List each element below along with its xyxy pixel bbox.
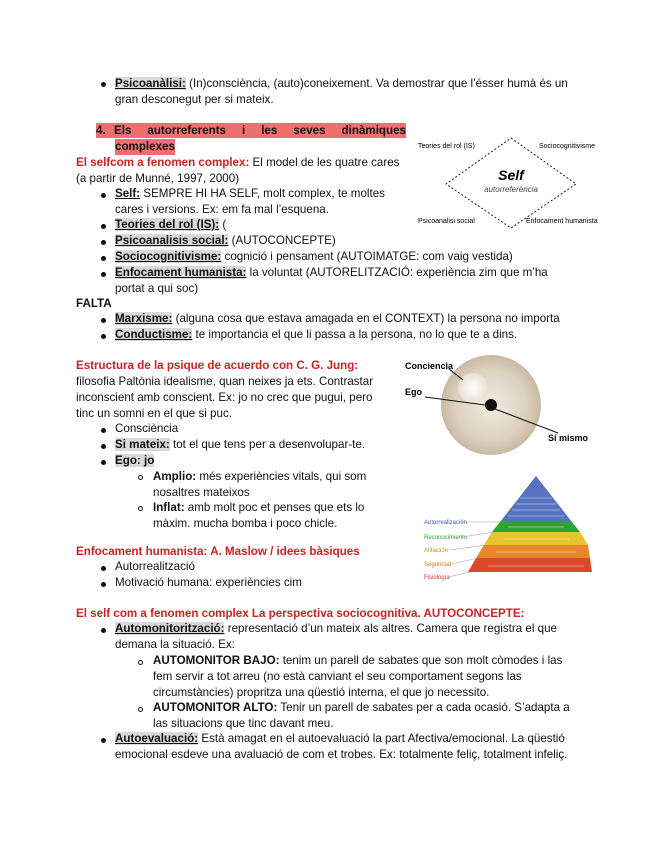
- list-item: Consciència: [115, 422, 179, 435]
- sub-list-item-continued: fem servir a tot arreu (no està canviant el seu comportament segons las: [153, 670, 522, 683]
- pyramid-level-1: [500, 476, 572, 522]
- list-item: Enfocament humanista: la voluntat (AUTORELITZACIÓ: experiència zim que m’ha: [115, 266, 548, 279]
- sub-bullet: [138, 660, 143, 665]
- maslow-pyramid: [424, 470, 592, 584]
- label-si-mismo: Sí mismo: [548, 433, 589, 443]
- list-item: Automonitorització: representació d’un mateix als altres. Camera que registra el que: [115, 622, 558, 635]
- list-item-continued: emocional esdeve una avaluació de com et trobes. Ex: totalmente feliç, totalment infeliç.: [115, 748, 568, 761]
- sub-list-item: Amplio: més experiències vitals, qui som: [153, 470, 367, 483]
- pyramid-label-2: Reconocimiento: [424, 535, 468, 541]
- sub-list-item-continued: nosaltres mateixos: [153, 486, 250, 499]
- list-item: Autoevaluació: Està amagat en el autoevaluació la part Afectiva/emocional. La qüestió: [115, 732, 565, 745]
- paragraph-line: filosofia Paltònia idealisme, quan neixes ja ets. Contrastar: [76, 375, 374, 388]
- sub-bullet: [138, 506, 143, 511]
- list-item: Ego: jo: [115, 454, 155, 467]
- list-item: Sociocognitivisme: cognició i pensament (AUTOIMATGE: com vaig vestida): [115, 250, 513, 263]
- bullet: [101, 444, 106, 449]
- diagram-label-bottom-right: Enfocament humanista: [526, 218, 598, 225]
- list-item: Conductisme: te importancia el que li passa a la persona, no lo que te a dins.: [115, 328, 518, 341]
- bullet: [101, 82, 106, 87]
- paragraph-line: inconscient amb conscient. Ex: jo no crec que pugui, pero: [76, 391, 373, 404]
- diamond-shape: [446, 138, 576, 228]
- bullet: [101, 460, 106, 465]
- list-item-continued: demana la situació. Ex:: [115, 638, 235, 651]
- bullet: [101, 566, 106, 571]
- jung-psyche-figure: [403, 355, 603, 455]
- list-item: Si mateix: tot el que tens per a desenvolupar-te.: [115, 438, 366, 451]
- bullet: [101, 428, 106, 433]
- pyramid-level-5: [468, 558, 592, 572]
- pyramid-level-3: [484, 532, 588, 545]
- sub-list-item-continued: las situacions que tinc davant meu.: [153, 717, 334, 730]
- diagram-label-top-left: Teories del rol (IS): [418, 143, 475, 150]
- sub-list-item: AUTOMONITOR ALTO: Tenir un parell de sabates per a cada ocasió. S’adapta a: [153, 701, 570, 714]
- list-item-continued: cares i versions. Ex: em fa mal l’esquena.: [115, 203, 329, 216]
- bullet: [101, 224, 106, 229]
- diagram-label-bottom-left: Psicoanalisi social: [418, 218, 475, 225]
- self-diagram: [418, 134, 606, 230]
- sub-list-item: Inflat: amb molt poc et penses que ets lo: [153, 501, 365, 514]
- list-item: Psicoanàlisi: (In)consciència, (auto)coneixement. Va demostrar que l’ésser humà és un: [115, 77, 568, 90]
- pyramid-label-4: Seguridad: [424, 562, 452, 568]
- diagram-label-top-right: Sociocognitivisme: [539, 143, 596, 150]
- section-heading: 4. Els autorreferents i les seves dinàmiques: [96, 124, 406, 137]
- pyramid-level-4: [476, 545, 590, 558]
- label-conciencia: Conciencia: [405, 361, 454, 371]
- maslow-heading: Enfocament humanista: A. Maslow / idees bàsiques: [76, 545, 360, 558]
- pyramid-label-5: Fisiología: [424, 575, 450, 581]
- diagram-center-title: Self: [498, 167, 524, 183]
- list-item: Marxisme: (alguna cosa que estava amagada en el CONTEXT) la persona no importa: [115, 312, 560, 325]
- bullet: [101, 334, 106, 339]
- jung-heading: Estructura de la psique de acuerdo con C. G. Jung:: [76, 359, 359, 372]
- pyramid-label-1: Autorrealización: [424, 520, 468, 526]
- falta-label: FALTA: [76, 297, 112, 310]
- sub-list-item-continued: circumstàncies) propritza una qüestió interna, el que jo necessito.: [153, 686, 490, 699]
- section-heading-cont: complexes: [115, 140, 175, 153]
- list-item-continued: portat a qui soc): [115, 282, 199, 295]
- bullet: [101, 582, 106, 587]
- bullet: [101, 193, 106, 198]
- list-item: Psicoanalisis social: (AUTOCONCEPTE): [115, 234, 336, 247]
- list-item: Motivació humana: experiències cim: [115, 576, 302, 589]
- sub-bullet: [138, 707, 143, 712]
- conciencia-circle: [458, 373, 488, 403]
- list-item: Autorrealització: [115, 560, 195, 573]
- bullet: [101, 240, 106, 245]
- list-item: Teories del rol (IS): (: [115, 218, 227, 231]
- bullet: [101, 272, 106, 277]
- bullet: [101, 318, 106, 323]
- list-item: Self: SEMPRE HI HA SELF, molt complex, te moltes: [115, 187, 385, 200]
- diagram-center-sub: autorreferència: [484, 185, 538, 194]
- bullet: [101, 738, 106, 743]
- sociocog-heading: El self com a fenomen complex La perspectiva sociocognitiva. AUTOCONCEPTE:: [76, 607, 525, 620]
- pyramid-label-3: Afiliación: [424, 548, 449, 554]
- paragraph-line: tinc un somni en el que si puc.: [76, 407, 232, 420]
- label-ego: Ego: [405, 387, 422, 397]
- bullet: [101, 628, 106, 633]
- sub-bullet: [138, 475, 143, 480]
- list-item-continued: gran desconegut per si mateix.: [115, 93, 274, 106]
- sub-list-item-continued: màxim. mucha bomba i poco chicle.: [153, 517, 338, 530]
- bullet: [101, 256, 106, 261]
- paragraph: El selfcom a fenomen complex: El model de les quatre cares: [76, 156, 400, 169]
- sub-list-item: AUTOMONITOR BAJO: tenim un parell de sabates que son molt còmodes i las: [153, 654, 563, 667]
- paragraph-line: (a partir de Munné, 1997, 2000): [76, 172, 240, 185]
